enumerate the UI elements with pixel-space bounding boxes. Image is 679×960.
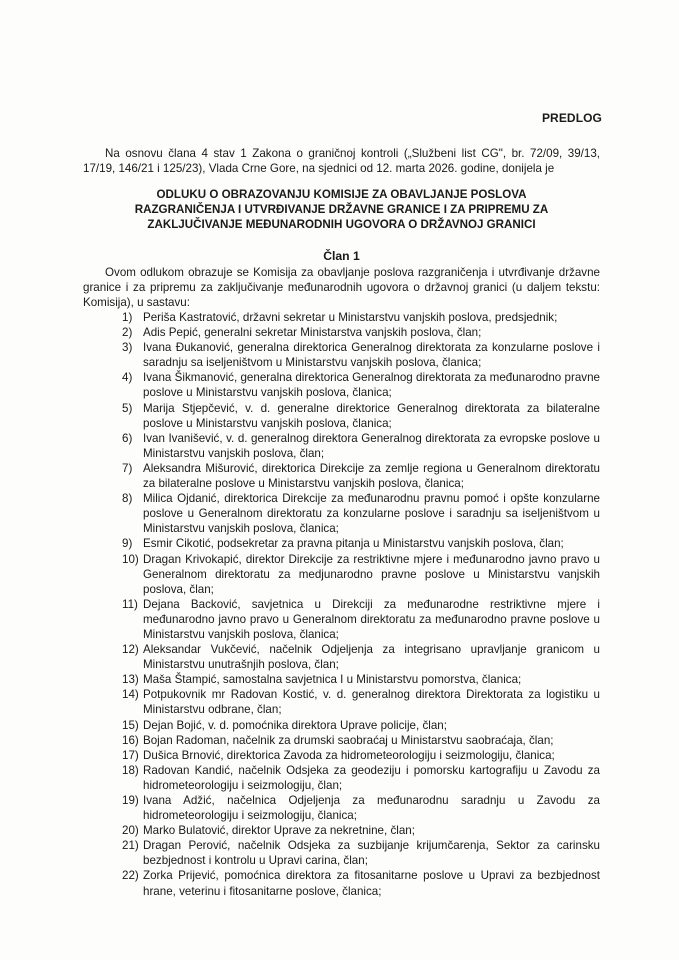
item-text: Zorka Prijević, pomoćnica direktora za fitosanitarne poslove u Upravi za bezbjednost hrane, veterinu i fitosanitarne poslove, članica; bbox=[143, 869, 600, 898]
list-item bbox=[122, 793, 600, 823]
list-item bbox=[122, 597, 600, 642]
item-number: 15) bbox=[122, 718, 139, 732]
item-number: 12) bbox=[122, 643, 139, 657]
list-item bbox=[122, 461, 600, 491]
list-item bbox=[122, 401, 600, 431]
item-number: 1) bbox=[122, 311, 133, 324]
item-number: 22) bbox=[122, 869, 139, 883]
member-list bbox=[122, 310, 600, 899]
item-text: Ivana Šikmanović, generalna direktorica Generalnog direktorata za međunarodno pravne poslove u Ministarstvu vanjskih poslova, članica; bbox=[143, 371, 600, 400]
item-text: Aleksandar Vukčević, načelnik Odjeljenja za integrisano upravljanje granicom u Ministarstvu unutrašnjih poslova, član; bbox=[143, 643, 600, 672]
list-item bbox=[122, 748, 600, 763]
list-item bbox=[122, 672, 600, 687]
item-number: 5) bbox=[122, 401, 133, 415]
item-number: 6) bbox=[122, 431, 133, 445]
item-number: 20) bbox=[122, 824, 139, 838]
item-number: 19) bbox=[122, 794, 139, 807]
item-number: 10) bbox=[122, 552, 139, 566]
item-text: Dejana Backović, savjetnica u Direkciji za međunarodne restriktivne mjere i međunarodno javno pravo u Generalnom direktoratu za međunarodno pravne poslove u Ministarstvu vanjskih poslova, članica; bbox=[143, 597, 600, 641]
list-item bbox=[122, 491, 600, 536]
list-item bbox=[122, 431, 600, 461]
item-text: Potpukovnik mr Radovan Kostić, v. d. generalnog direktora Direktorata za logistiku u Ministarstvu odbrane, član; bbox=[143, 688, 600, 717]
item-number: 13) bbox=[122, 673, 139, 687]
preamble-paragraph: Na osnovu člana 4 stav 1 Zakona o graničnoj kontroli („Službeni list CG", br. 72/09, 39/13, 17/19, 146/21 i 125/23), Vlada Crne Gore, na sjednici od 12. marta 2026. godine, donijela je bbox=[83, 147, 600, 175]
decision-title bbox=[83, 187, 600, 232]
item-text: Bojan Radoman, načelnik za drumski saobraćaj u Ministarstvu saobraćaja, član; bbox=[143, 733, 554, 747]
item-number: 21) bbox=[122, 839, 139, 853]
list-item bbox=[122, 370, 600, 400]
item-text: Ivana Adžić, načelnica Odjeljenja za međunarodnu saradnju u Zavodu za hidrometeorologiju i seizmologiju, članica; bbox=[143, 794, 600, 823]
item-number: 17) bbox=[122, 748, 139, 762]
item-text: Dejan Bojić, v. d. pomoćnika direktora Uprave policije, član; bbox=[143, 718, 447, 732]
item-text: Ivana Đukanović, generalna direktorica Generalnog direktorata za konzularne poslove i saradnju sa iseljeništvom u Ministarstvu vanjskih poslova, članica; bbox=[143, 341, 600, 370]
list-item bbox=[122, 838, 600, 868]
item-number: 9) bbox=[122, 537, 133, 551]
item-text: Dušica Brnović, direktorica Zavoda za hidrometeorologiju i seizmologiju, članica; bbox=[143, 748, 555, 762]
list-item bbox=[122, 310, 600, 325]
item-number: 16) bbox=[122, 733, 139, 747]
item-text: Radovan Kandić, načelnik Odsjeka za geodeziju i pomorsku kartografiju u Zavodu za hidrometeorologiju i seizmologiju, član; bbox=[143, 763, 600, 792]
title-line: ODLUKU O OBRAZOVANJU KOMISIJE ZA OBAVLJANJE POSLOVA bbox=[156, 188, 527, 201]
item-text: Dragan Perović, načelnik Odsjeka za suzbijanje krijumčarenja, Sektor za carinsku bezbjednost i kontrolu u Upravi carina, član; bbox=[143, 839, 600, 868]
article-heading: Član 1 bbox=[323, 249, 360, 263]
item-text: Esmir Cikotić, podsekretar za pravna pitanja u Ministarstvu vanjskih poslova, član; bbox=[143, 537, 564, 551]
status-label: PREDLOG bbox=[541, 111, 602, 125]
list-item bbox=[122, 325, 600, 340]
list-item bbox=[122, 718, 600, 733]
list-item bbox=[122, 642, 600, 672]
item-number: 11) bbox=[122, 597, 138, 611]
item-number: 4) bbox=[122, 371, 133, 385]
article-intro: Ovom odlukom obrazuje se Komisija za obavljanje poslova razgraničenja i utvrđivanje državne granice i za pripremu za zaključivanje međunarodnih ugovora o državnoj granici (u daljem tekstu: Komisija), u sastavu: bbox=[83, 266, 600, 310]
list-item bbox=[122, 763, 600, 793]
list-item bbox=[122, 823, 600, 838]
list-item bbox=[122, 536, 600, 551]
list-item bbox=[122, 868, 600, 898]
item-text: Marko Bulatović, direktor Uprave za nekretnine, član; bbox=[143, 824, 415, 838]
item-number: 8) bbox=[122, 492, 133, 506]
list-item bbox=[122, 552, 600, 597]
item-text: Ivan Ivanišević, v. d. generalnog direktora Generalnog direktorata za evropske poslove u Ministarstvu vanjskih poslova, član; bbox=[143, 431, 600, 460]
item-text: Dragan Krivokapić, direktor Direkcije za restriktivne mjere i međunarodno javno pravo u Generalnom direktoratu za medjunarodno pravne poslove u Ministarstvu vanjskih poslova, član; bbox=[143, 552, 600, 596]
item-text: Maša Štampić, samostalna savjetnica I u Ministarstvu pomorstva, članica; bbox=[143, 673, 522, 687]
list-item bbox=[122, 340, 600, 370]
item-number: 14) bbox=[122, 688, 139, 702]
item-text: Periša Kastratović, državni sekretar u Ministarstvu vanjskih poslova, predsjednik; bbox=[143, 311, 558, 324]
item-text: Milica Ojdanić, direktorica Direkcije za međunarodnu pravnu pomoć i opšte konzularne poslove u Generalnom direktoratu za konzularne poslove i saradnju sa iseljeništvom u Ministarstvu vanjskih poslova, članica; bbox=[143, 492, 600, 536]
item-number: 7) bbox=[122, 461, 133, 475]
item-text: Adis Pepić, generalni sekretar Ministarstva vanjskih poslova, član; bbox=[143, 326, 482, 340]
list-item bbox=[122, 733, 600, 748]
item-number: 18) bbox=[122, 763, 139, 777]
item-number: 3) bbox=[122, 341, 133, 355]
item-text: Aleksandra Mišurović, direktorica Direkcije za zemlje regiona u Generalnom direktoratu za bilateralne poslove u Ministarstvu vanjskih poslova, članica; bbox=[143, 461, 600, 491]
title-line: ZAKLJUČIVANJE MEĐUNARODNIH UGOVORA O DRŽAVNOJ GRANICI bbox=[147, 218, 536, 231]
title-line: RAZGRANIČENJA I UTVRĐIVANJE DRŽAVNE GRANICE I ZA PRIPREMU ZA bbox=[134, 203, 549, 216]
item-text: Marija Stjepčević, v. d. generalne direktorice Generalnog direktorata za bilateralne poslove u Ministarstvu vanjskih poslova, članica; bbox=[143, 401, 600, 430]
list-item bbox=[122, 687, 600, 717]
item-number: 2) bbox=[122, 326, 133, 340]
